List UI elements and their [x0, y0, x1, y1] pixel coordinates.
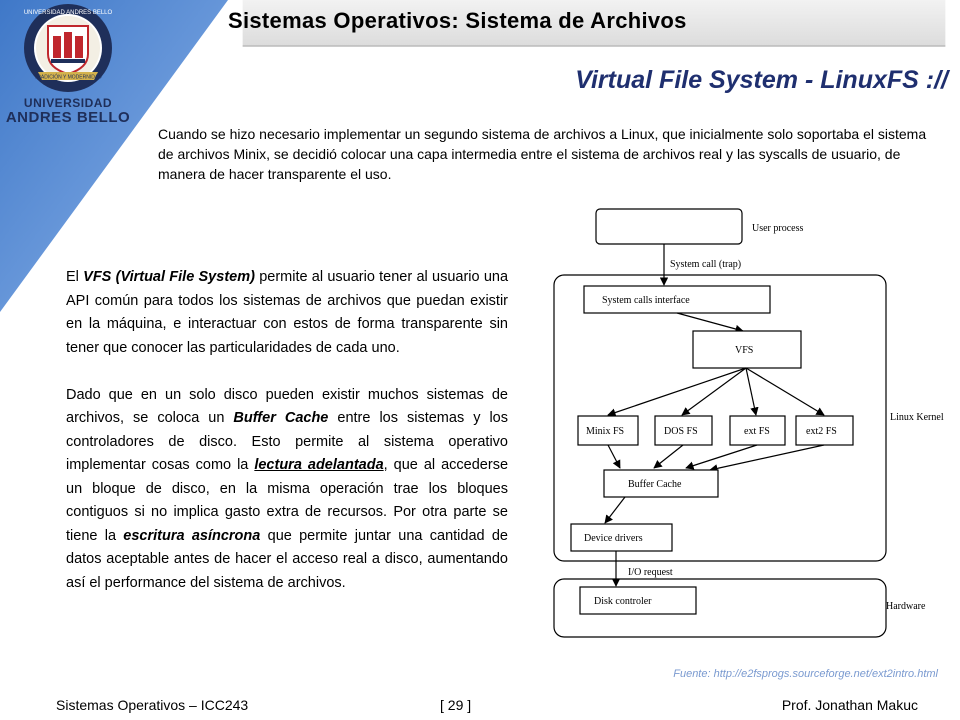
logo-line2: ANDRES BELLO — [5, 109, 131, 126]
intro-paragraph: Cuando se hizo necesario implementar un segundo sistema de archivos a Linux, que inicialmente solo soportaba el sistema de archivos Minix, se decidió colocar una capa intermedia entre el sistema de archivos real y las syscalls de usuario, de manera de hacer transparente el uso. — [158, 126, 927, 182]
device-drivers-label: Device drivers — [584, 533, 643, 544]
vfs-text-2: permite al usuario tener al usuario una API común para todos los sistemas de archivos que puedan existir en la máquina, e interactuar con estos de forma transparente sin tener que conocer las particularidades de cada uno. — [66, 269, 509, 356]
user-process-label: User process — [752, 223, 804, 234]
university-seal-icon — [4, 2, 134, 98]
minix-fs-label: Minix FS — [586, 426, 625, 437]
dos-fs-label: DOS FS — [664, 426, 698, 437]
buffer-cache-term: Buffer Cache — [233, 410, 329, 426]
university-logo — [4, 2, 134, 124]
vfs-label: VFS — [735, 345, 754, 356]
buffer-cache-paragraph — [66, 384, 508, 596]
cache-text-4: que permite juntar una cantidad de datos aceptable antes de hacer el acceso real a disco, aumentando así el performance del sistema de archivos. — [66, 527, 508, 591]
cache-text-2: entre los sistemas y los controladores de disco. Esto permite al sistema operativo implementar cosas como la — [66, 410, 508, 473]
disk-controller-label: Disk controler — [594, 596, 652, 607]
vfs-architecture-diagram — [550, 205, 950, 642]
vfs-term: VFS (Virtual File System) — [83, 269, 255, 285]
vfs-text-1: El — [66, 269, 84, 285]
linux-kernel-label: Linux Kernel — [890, 412, 944, 423]
logo-ring-text: UNIVERSIDAD ANDRES BELLO — [23, 10, 113, 16]
ext2-fs-label: ext2 FS — [806, 426, 837, 437]
footer-course: Sistemas Operativos – ICC243 — [56, 697, 249, 713]
logo-ribbon-text: TRADICIÓN Y MODERNIDAD — [34, 74, 102, 81]
source-citation: Fuente: http://e2fsprogs.sourceforge.net/ext2intro.html — [673, 668, 938, 680]
user-process-box — [596, 209, 742, 244]
footer-page-number: [ 29 ] — [440, 697, 472, 713]
logo-line1: UNIVERSIDAD — [23, 96, 113, 110]
hardware-label: Hardware — [886, 601, 926, 612]
ext-fs-label: ext FS — [744, 426, 770, 437]
vfs-paragraph — [66, 266, 508, 360]
cache-text-1: Dado que en un solo disco pueden existir muchos sistemas de archivos, se coloca un — [66, 386, 508, 426]
async-write-term: escritura asíncrona — [123, 527, 261, 544]
buffer-cache-label: Buffer Cache — [628, 479, 682, 490]
topic-title: Virtual File System - LinuxFS :// — [575, 66, 948, 94]
read-ahead-term: lectura adelantada — [254, 457, 384, 473]
footer-professor: Prof. Jonathan Makuc — [781, 697, 918, 713]
system-call-label: System call (trap) — [670, 259, 742, 270]
body-text — [66, 266, 508, 595]
course-title: Sistemas Operativos: Sistema de Archivos — [228, 8, 687, 33]
io-request-label: I/O request — [628, 567, 673, 578]
syscalls-interface-label: System calls interface — [602, 295, 690, 306]
cache-text-3: , que al accederse un bloque de disco, en la misma operación trae los bloques contiguos si no implica gasto extra de recursos. Por otra parte se tiene la — [66, 457, 509, 544]
